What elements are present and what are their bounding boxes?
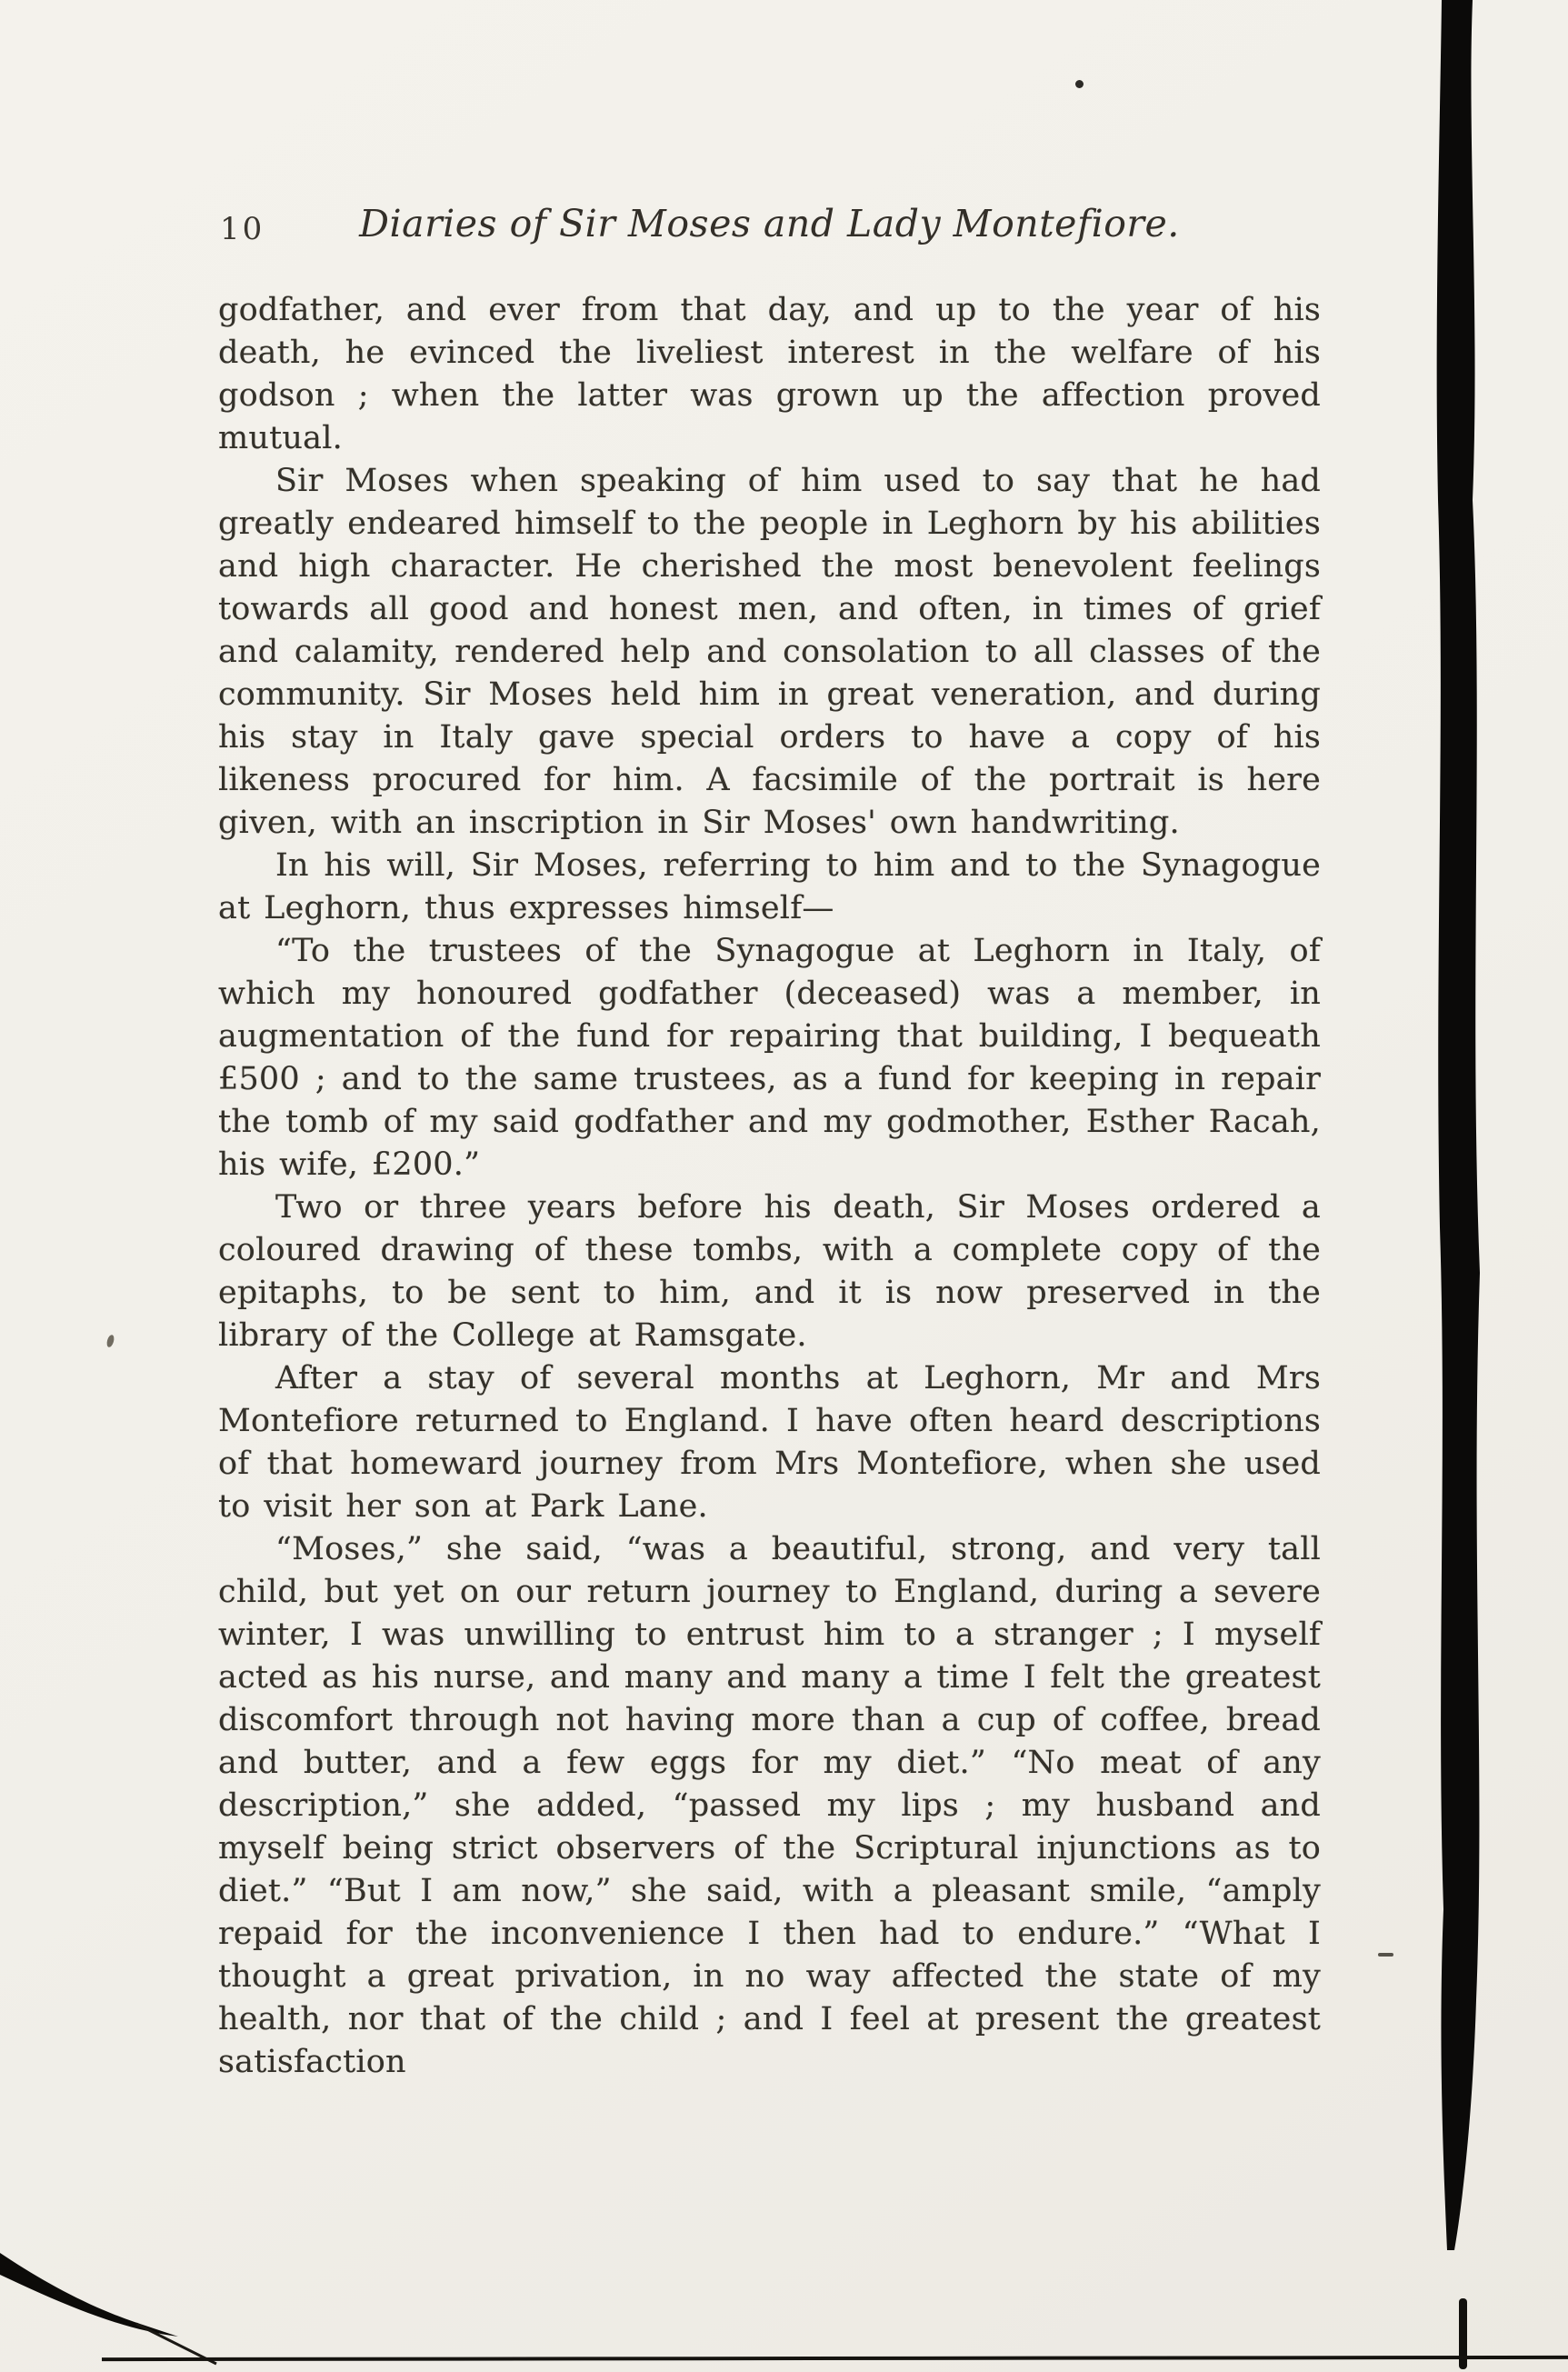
paragraph: Two or three years before his death, Sir Moses ordered a coloured drawing of these tombs, with a complete copy of the epitaphs, to be sent to him, and it is now preserved in the library of the College at Ramsgate. <box>218 1189 1321 1354</box>
binding-shadow-artifact <box>1407 0 1498 2372</box>
running-title: Diaries of Sir Moses and Lady Montefiore. <box>359 202 1180 245</box>
running-head <box>218 202 1321 256</box>
paragraph: In his will, Sir Moses, referring to him and to the Synagogue at Leghorn, thus expresses himself— <box>218 847 1321 926</box>
paragraph: “Moses,” she said, “was a beautiful, strong, and very tall child, but yet on our return journey to England, during a severe winter, I was unwilling to entrust him to a stranger ; I myself acted as his nurse, and many and many a time I felt the greatest discomfort through not having more than a cup of coffee, bread and butter, and a few eggs for my diet.” “No meat of any description,” she added, “passed my lips ; my husband and myself being strict observers of the Scriptural injunctions as to diet.” “But I am now,” she said, with a pleasant smile, “amply repaid for the inconvenience I then had to endure.” “What I thought a great privation, in no way affected the state of my health, nor that of the child ; and I feel at present the greatest satisfaction <box>218 1531 1321 2080</box>
paragraph: After a stay of several months at Leghorn, Mr and Mrs Montefiore returned to England. I have often heard descriptions of that homeward journey from Mrs Montefiore, when she used to visit her son at Park Lane. <box>218 1360 1321 1525</box>
page-number: 10 <box>220 211 265 247</box>
ink-speck-artifact <box>105 1334 115 1347</box>
body-text <box>218 289 1321 2084</box>
ink-dot-artifact <box>1075 80 1084 88</box>
page-corner-artifact <box>0 2246 236 2372</box>
paragraph: godfather, and ever from that day, and up to the year of his death, he evinced the liveliest interest in the welfare of his godson ; when the latter was grown up the affection proved mutual. <box>218 292 1321 456</box>
scan-edge-line-artifact <box>102 2356 1568 2361</box>
paragraph: Sir Moses when speaking of him used to say that he had greatly endeared himself to the people in Leghorn by his abilities and high character. He cherished the most benevolent feelings towards all good and honest men, and often, in times of grief and calamity, rendered help and consolation to all classes of the community. Sir Moses held him in great veneration, and during his stay in Italy gave special orders to have a copy of his likeness procured for him. A facsimile of the portrait is here given, with an inscription in Sir Moses' own handwriting. <box>218 463 1321 841</box>
ink-dash-artifact <box>1378 1953 1393 1957</box>
paragraph: “To the trustees of the Synagogue at Leghorn in Italy, of which my honoured godfather (deceased) was a member, in augmentation of the fund for repairing that building, I bequeath £500 ; and to the same trustees, as a fund for keeping in repair the tomb of my said godfather and my godmother, Esther Racah, his wife, £200.” <box>218 933 1321 1183</box>
